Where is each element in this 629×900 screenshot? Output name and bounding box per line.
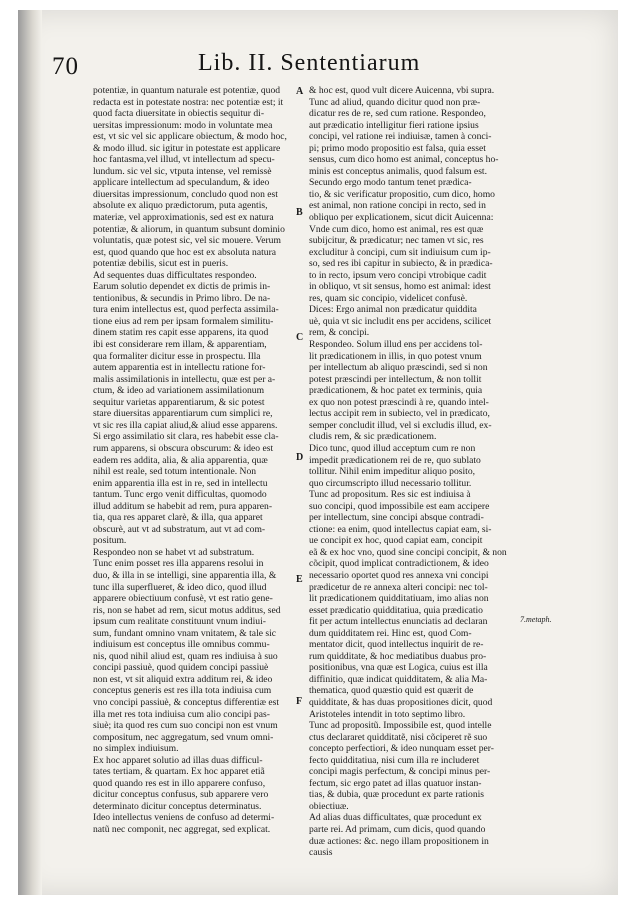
- margin-letter-b: B: [296, 207, 303, 218]
- right-column-line: eã & ex hoc vno, quod sine concipi concipit, & non: [309, 546, 507, 558]
- right-column-line: sensus, cum dico homo est animal, conceptus ho-: [309, 154, 499, 166]
- right-column-line: positionibus, vna quæ est Logica, cuius est illa: [309, 662, 488, 674]
- right-column-line: lectus accipit rem in subiecto, vel in prædicato,: [309, 408, 490, 420]
- left-column-line: tione eius ad rem per ipsam formalem similitu-: [93, 315, 274, 327]
- right-column-line: semper concludit illud, vel si excludis illud, ex-: [309, 419, 492, 431]
- left-column-line: Ideo intellectus veniens de confuso ad determi-: [93, 812, 275, 824]
- left-column-line: apparere obiectiuum confusè, vt est ratio gene-: [93, 593, 273, 605]
- left-column-line: Respondeo non se habet vt ad substratum.: [93, 546, 255, 558]
- right-column-line: tio, & sic verificatur propositio, cum dico, homo: [309, 188, 495, 200]
- marginal-note: 7.metaph.: [520, 615, 552, 624]
- left-column-line: Si ergo assimilatio sit clara, res habebit esse cla-: [93, 431, 279, 443]
- right-column-line: rum quidditate, & hoc mediatibus duabus pro-: [309, 650, 487, 662]
- right-column-line: Tunc ad propositũ. Impossibile est, quod intelle: [309, 720, 492, 732]
- left-column-line: tates tertiam, & quartam. Ex hoc apparet etiã: [93, 766, 265, 778]
- left-column-line: Ex hoc apparet solutio ad illas duas difficul-: [93, 754, 263, 766]
- left-column-line: nis, quod nihil aliud est, quam res indiuisa à suo: [93, 650, 278, 662]
- right-column-line: ue concipit ex hoc, quod capiat eam, concipit: [309, 535, 483, 547]
- right-column-line: est animal, non ratione concipi in recto, sed in: [309, 200, 486, 212]
- left-column-line: concipi passiuè, quod quidem concipi passiuè: [93, 662, 269, 674]
- left-column-line: compositum, nec aggregatum, sed vnum omni-: [93, 731, 274, 743]
- right-column-line: cludis rem, & sic prædicationem.: [309, 431, 437, 443]
- left-column-line: tentionibus, & secundis in Primo libro. De na-: [93, 292, 271, 304]
- right-column-line: quo circumscripto illud necessario tollitur.: [309, 477, 472, 489]
- right-column-line: obliquo per explicationem, sicut dicit Auicenna:: [309, 212, 494, 224]
- right-column-line: res, quam sic concipio, videlicet confusè.: [309, 292, 468, 304]
- right-column-line: concepto perfectiori, & ideo nunquam esset per-: [309, 743, 494, 755]
- right-column-line: aut prædicatio intelligitur fieri ratione ipsius: [309, 119, 479, 131]
- left-column-line: dicitur conceptus confusus, sub apparere vero: [93, 789, 269, 801]
- left-column-line: uersitas impressionum: modo in voluntate mea: [93, 119, 273, 131]
- right-column-line: Vnde cum dico, homo est animal, res est quæ: [309, 223, 484, 235]
- right-column-line: per intellectum ab aliquo præscindi, sed si non: [309, 362, 488, 374]
- right-column-line: Dices: Ergo animal non prædicatur quiddita: [309, 304, 477, 316]
- left-column-line: voluntatis, quæ potest sic, vel sic mouere. Verum: [93, 235, 281, 247]
- margin-letter-e: E: [296, 574, 303, 585]
- book-spine-shadow: [18, 10, 42, 895]
- right-column-line: potest præscindi per intellectum, & non tollit: [309, 373, 482, 385]
- left-column-line: natũ nec componit, nec aggregat, sed explicat.: [93, 824, 271, 835]
- left-column-line: ctum, & ideo ad variationem assimilationum: [93, 385, 265, 397]
- margin-letter-c: C: [296, 332, 304, 343]
- right-column-line: impedit prædicationem rei de re, quo sublato: [309, 454, 481, 466]
- left-column-line: stare diuersitas apparentiarum cum simplici re,: [93, 408, 273, 420]
- right-column-line: tollitur. Nihil enim impeditur aliquo posito,: [309, 466, 476, 478]
- left-text-column: [93, 85, 289, 836]
- right-column-line: ex quo non potest præscindi à re, quando intel-: [309, 396, 489, 408]
- right-column-line: parte rei. Ad primam, cum dicis, quod quando: [309, 824, 486, 835]
- left-column-line: siuè; ita quod res cum suo concipi non est vnum: [93, 720, 278, 732]
- right-column-line: & hoc est, quod vult dicere Auicenna, vbi supra.: [309, 85, 495, 96]
- right-column-line: pi; primo modo propositio est falsa, quia esset: [309, 142, 486, 154]
- right-column-line: per intellectum, sine concipi absque contradi-: [309, 512, 484, 524]
- left-column-line: quod quando res est in illo apparere confuso,: [93, 777, 266, 789]
- left-column-line: potentiæ, in quantum naturale est potentiæ, quod: [93, 85, 281, 96]
- left-column-line: autem apparentia est in intellectu ratione for-: [93, 362, 266, 374]
- left-column-line: non est, vt sit aliquid extra additum rei, & ideo: [93, 673, 273, 685]
- left-column-line: illa met res tota indiuisa cum alio concipi pas-: [93, 708, 270, 720]
- left-column-line: diuersitas impressionum, concludo quod non est: [93, 188, 278, 200]
- margin-letter-a: A: [296, 86, 304, 97]
- right-column-line: fecto quidditatiua, nisi cum illa re includeret: [309, 754, 480, 766]
- right-column-line: suo concipi, quod impossibile est eam accipere: [309, 500, 490, 512]
- left-column-line: indiuisum est conceptus ille omnibus commu-: [93, 639, 270, 651]
- left-column-line: tantum. Tunc ergo venit difficultas, quomodo: [93, 489, 267, 501]
- left-column-line: sum, fundant omnino vnam vnitatem, & tale sic: [93, 627, 277, 639]
- right-column-line: Ad alias duas difficultates, quæ procedunt ex: [309, 812, 482, 824]
- margin-letter-f: F: [296, 696, 303, 707]
- right-column-line: cõcipit, quod implicat contradictionem, & ideo: [309, 558, 489, 570]
- left-column-line: potentiæ debilis, sicut est in pueris.: [93, 258, 229, 270]
- left-column-line: hoc fantasma,vel illud, vt intellectum ad specu-: [93, 154, 275, 166]
- left-column-line: rum apparens, si obscura obscurum: & ideo est: [93, 442, 274, 454]
- left-column-line: redacta est in potestate nostra: nec potentiæ est; it: [93, 96, 284, 108]
- right-column-line: fit per actum intellectus enunciatis ad declaran: [309, 616, 488, 628]
- left-column-line: tia, qua res apparet clarè, & illa, qua apparet: [93, 512, 263, 524]
- right-column-line: esset prædicatio quidditatiua, quia prædicatio: [309, 604, 483, 616]
- right-column-line: duæ actiones: &c. nego illam propositionem in: [309, 835, 489, 847]
- left-column-line: positum.: [93, 535, 127, 547]
- right-column-line: dicatur res de re, sed cum ratione. Respondeo,: [309, 108, 486, 120]
- left-column-line: Ad sequentes duas difficultates respondeo.: [93, 269, 257, 281]
- left-column-line: tura enim intellectus est, quod perfecta assimila-: [93, 304, 279, 316]
- page-number: 70: [52, 53, 79, 80]
- left-column-line: conceptus generis est res illa tota indiuisa cum: [93, 685, 272, 697]
- right-column-line: quidditate, & has duas propositiones dicit, quod: [309, 696, 493, 708]
- right-column-line: tias, & dubia, quæ procedunt ex parte rationis: [309, 789, 485, 801]
- left-column-line: illud additum se habebit ad rem, pura apparen-: [93, 500, 273, 512]
- right-column-line: concipi, vel ratione rei indiuisæ, tamen à conci-: [309, 131, 492, 143]
- right-column-line: rem, & concipi.: [309, 327, 370, 339]
- right-column-line: mentator dicit, quod intellectus inquirit de re-: [309, 639, 484, 651]
- margin-letter-d: D: [296, 452, 304, 463]
- left-column-line: sequitur varietas apparentiarum, & sic potest: [93, 396, 265, 408]
- right-column-line: ctione: ea enim, quod intellectus capiat eam, si-: [309, 523, 492, 535]
- left-column-line: absolute ex aliquo prædictorum, puta agentis,: [93, 200, 268, 212]
- left-column-line: determinato dicitur conceptus determinatus.: [93, 800, 262, 812]
- left-column-line: obscurè, aut vt ad substratum, aut vt ad com-: [93, 523, 266, 535]
- right-column-line: dum quidditatem rei. Hinc est, quod Com-: [309, 627, 472, 639]
- right-column-line: Secundo ergo modo tantum tenet prædica-: [309, 177, 472, 189]
- right-column-line: Tunc ad propositum. Res sic est indiuisa à: [309, 489, 471, 501]
- left-column-line: Earum solutio dependet ex dictis de primis in-: [93, 281, 271, 293]
- right-column-line: in obliquo, vt sit sensus, homo est animal: idest: [309, 281, 491, 293]
- left-column-line: vt sic res illa capiat aliud,& aliud esse apparens.: [93, 419, 278, 431]
- left-column-line: ris, non se habet ad rem, sicut motus additus, sed: [93, 604, 281, 616]
- left-column-line: qua formaliter dicitur esse in prospectu. Illa: [93, 350, 261, 362]
- left-column-line: enim apparentia illa est in re, sed in intellectu: [93, 477, 268, 489]
- right-column-line: so, sed res ibi capitur in subiecto, & in prædica-: [309, 258, 493, 270]
- left-column-line: tunc illa superflueret, & ideo dico, quod illud: [93, 581, 267, 593]
- right-column-line: thematica, quod quæstio quid est quærit de: [309, 685, 474, 697]
- right-column-line: Tunc ad aliud, quando dicitur quod non præ-: [309, 96, 481, 108]
- left-column-line: Tunc enim posset res illa apparens resolui in: [93, 558, 264, 570]
- left-column-line: lundum. sic vel sic, vtputa intense, vel remissè: [93, 165, 272, 177]
- left-column-line: est, quod quando que hoc est ex absoluta natura: [93, 246, 277, 258]
- right-text-column: [309, 85, 517, 859]
- right-column-line: concipi magis perfectum, & concipi minus per-: [309, 766, 491, 778]
- right-column-line: prædicetur de re annexa alteri concipi: nec tol-: [309, 581, 488, 593]
- right-column-line: fectum, sic ergo patet ad illas quatuor instan-: [309, 777, 482, 789]
- left-column-line: dinem statim res capit esse apparens, ita quod: [93, 327, 269, 339]
- running-title: Lib. II. Sententiarum: [198, 50, 421, 76]
- right-column-line: subijcitur, & prædicatur; nec tamen vt sic, res: [309, 235, 484, 247]
- left-column-line: duo, & illa in se intelligi, sine apparentia illa, &: [93, 569, 277, 581]
- left-column-line: nihil est reale, sed totum intentionale. Non: [93, 466, 257, 478]
- left-column-line: est, vt sic vel sic applicare obiectum, & modo hoc,: [93, 131, 287, 143]
- right-column-line: lit prædicationem quidditatiuam, imo alias non: [309, 593, 489, 605]
- left-column-line: no simplex indiuisum.: [93, 743, 179, 755]
- left-column-line: vno concipi passiuè, & conceptus differentiæ est: [93, 696, 280, 708]
- left-column-line: applicare intellectum ad speculandum, & ideo: [93, 177, 270, 189]
- right-column-line: causis: [309, 847, 333, 859]
- right-column-line: necessario oportet quod res annexa vni concipi: [309, 569, 489, 581]
- right-column-line: lit prædicationem in illis, in quo potest vnum: [309, 350, 482, 362]
- right-column-line: diffinitio, quæ indicat quidditatem, & alia Ma-: [309, 673, 488, 685]
- right-column-line: minis est conceptus animalis, quod falsum est.: [309, 165, 487, 177]
- right-column-line: obiectiuæ.: [309, 800, 349, 812]
- right-column-line: Respondeo. Solum illud ens per accidens tol-: [309, 339, 483, 351]
- left-column-line: & modo illud. sic igitur in potestate est applicare: [93, 142, 281, 154]
- right-column-line: to in recto, ipsum vero concipi vtrobique cadit: [309, 269, 487, 281]
- right-column-line: prædicationem, & hoc patet ex terminis, quia: [309, 385, 483, 397]
- right-column-line: Dico tunc, quod illud acceptum cum re non: [309, 442, 476, 454]
- left-column-line: eadem res addita, alia, & alia apparentia, quæ: [93, 454, 268, 466]
- right-column-line: excluditur à concipi, cum sit indiuisum cum ip-: [309, 246, 491, 258]
- left-column-line: quod facta diuersitate in obiectis sequitur di-: [93, 108, 265, 120]
- left-column-line: malis assimilationis in intellectu, quæ est per a-: [93, 373, 276, 385]
- right-column-line: ctus declararet quidditatẽ, nisi cõciperet rẽ suo: [309, 731, 488, 743]
- left-column-line: materiæ, vel approximationis, sed est ex natura: [93, 212, 274, 224]
- left-column-line: potentiæ, & aliorum, in quantum subsunt dominio: [93, 223, 285, 235]
- right-column-line: Aristoteles intendit in toto septimo libro.: [309, 708, 466, 720]
- right-column-line: uè, quia vt sic includit ens per accidens, scilicet: [309, 315, 492, 327]
- left-column-line: ipsum cum realitate constituunt vnum indiui-: [93, 616, 266, 628]
- left-column-line: ibi est considerare rem illam, & apparentiam,: [93, 339, 267, 351]
